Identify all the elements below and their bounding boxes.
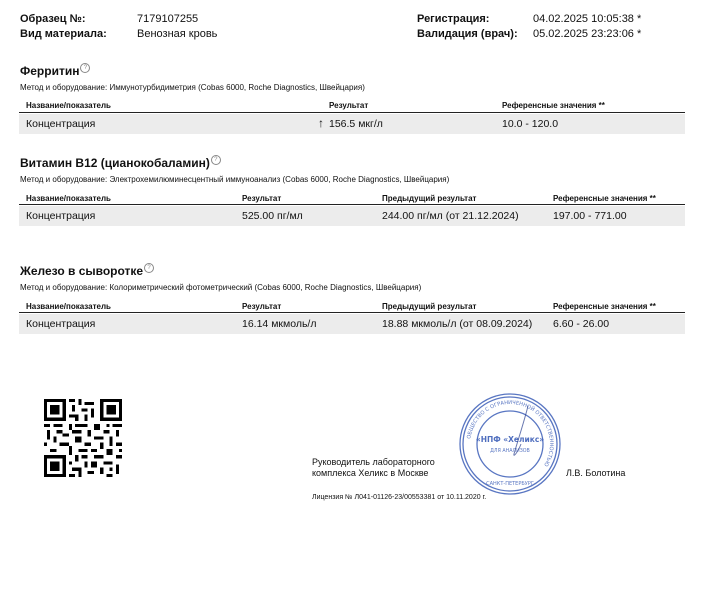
iron-row-name: Концентрация <box>26 318 96 330</box>
registration-label: Регистрация: <box>417 13 490 25</box>
ferritin-row-result: 156.5 мкг/л <box>329 118 383 130</box>
b12-col-name: Название/показатель <box>26 194 111 203</box>
stamp-center: «НПФ «Хеликс» <box>475 435 545 444</box>
validation-value: 05.02.2025 23:23:06 * <box>533 28 642 40</box>
signer-title-line2: комплекса Хеликс в Москве <box>312 468 429 478</box>
info-icon[interactable]: ? <box>211 155 221 165</box>
signer-name: Л.В. Болотина <box>566 468 626 478</box>
ferritin-row-ref: 10.0 - 120.0 <box>502 118 559 130</box>
company-stamp <box>458 392 562 496</box>
sample-label: Образец №: <box>20 13 86 25</box>
material-label: Вид материала: <box>20 28 107 40</box>
b12-row-prev: 244.00 пг/мл (от 21.12.2024) <box>382 210 519 222</box>
ferritin-col-ref: Референсные значения ** <box>502 101 605 110</box>
sample-value: 7179107255 <box>137 13 199 25</box>
b12-title <box>20 156 221 170</box>
iron-row-ref: 6.60 - 26.00 <box>553 318 610 330</box>
ferritin-col-name: Название/показатель <box>26 101 111 110</box>
iron-divider <box>19 312 685 313</box>
arrow-up-icon: ↑ <box>318 116 324 130</box>
stamp-ring-text: ОБЩЕСТВО С ОГРАНИЧЕННОЙ ОТВЕТСТВЕННОСТЬЮ <box>466 399 555 468</box>
b12-method: Метод и оборудование: Электрохемилюминесцентный иммуноанализ (Cobas 6000, Roche Diagnostics, Швейцария) <box>20 175 450 184</box>
b12-row-result: 525.00 пг/мл <box>242 210 303 222</box>
ferritin-col-result: Результат <box>329 101 369 110</box>
b12-col-result: Результат <box>242 194 282 203</box>
b12-col-ref: Референсные значения ** <box>553 194 656 203</box>
iron-title-text: Железо в сыворотке <box>20 264 144 278</box>
iron-title <box>20 264 154 278</box>
material-value: Венозная кровь <box>137 28 218 40</box>
signer-title-line1: Руководитель лабораторного <box>312 457 435 467</box>
license-text: Лицензия № Л041-01126-23/00553381 от 10.11.2020 г. <box>312 494 487 501</box>
ferritin-title-text: Ферритин <box>20 64 80 78</box>
b12-row-ref: 197.00 - 771.00 <box>553 210 627 222</box>
b12-divider <box>19 204 685 205</box>
ferritin-divider <box>19 112 685 113</box>
stamp-sub: ДЛЯ АНАЛИЗОВ <box>490 449 530 454</box>
ferritin-title <box>20 64 90 78</box>
iron-method: Метод и оборудование: Колориметрический фотометрический (Cobas 6000, Roche Diagnostics, Швейцария) <box>20 283 422 292</box>
info-icon[interactable]: ? <box>80 63 90 73</box>
b12-col-prev: Предыдущий результат <box>382 194 477 203</box>
iron-col-name: Название/показатель <box>26 302 111 311</box>
iron-row-result: 16.14 мкмоль/л <box>242 318 317 330</box>
b12-title-text: Витамин В12 (цианокобаламин) <box>20 156 210 170</box>
b12-row-name: Концентрация <box>26 210 96 222</box>
iron-col-ref: Референсные значения ** <box>553 302 656 311</box>
validation-label: Валидация (врач): <box>417 28 518 40</box>
ferritin-method: Метод и оборудование: Иммунотурбидиметрия (Cobas 6000, Roche Diagnostics, Швейцария) <box>20 83 365 92</box>
ferritin-row-name: Концентрация <box>26 118 96 130</box>
stamp-city: САНКТ-ПЕТЕРБУРГ <box>486 481 534 487</box>
iron-row-prev: 18.88 мкмоль/л (от 08.09.2024) <box>382 318 533 330</box>
iron-col-prev: Предыдущий результат <box>382 302 477 311</box>
qr-code <box>43 399 123 477</box>
registration-value: 04.02.2025 10:05:38 * <box>533 13 642 25</box>
iron-col-result: Результат <box>242 302 282 311</box>
info-icon[interactable]: ? <box>144 263 154 273</box>
